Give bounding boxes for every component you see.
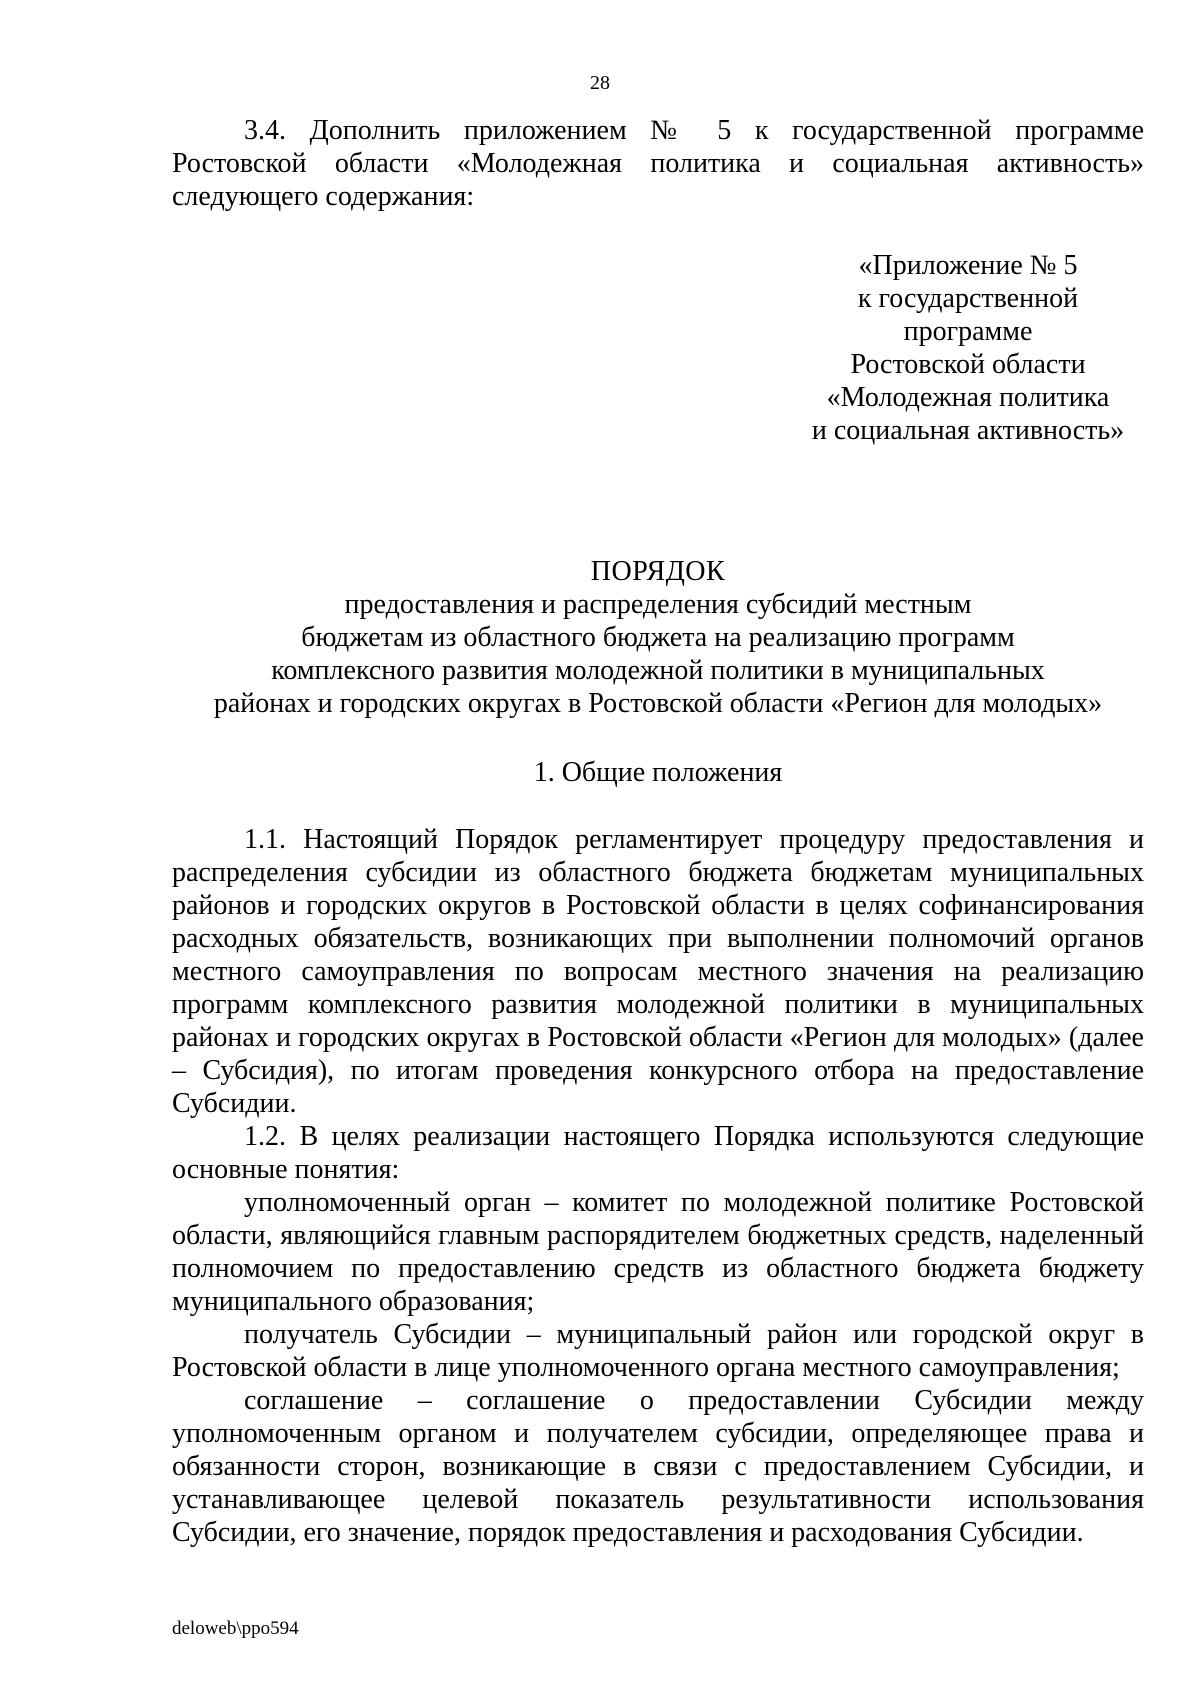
definition-paragraph: получатель Субсидии – муниципальный район или городской округ в Ростовской области в лице уполномоченного органа местного самоуправления; bbox=[172, 1319, 1144, 1383]
intro-paragraph: 3.4. Дополнить приложением № 5 к государственной программе Ростовской области «Молодежная политика и социальная активность» следующего содержания: bbox=[172, 115, 1144, 212]
appendix-header-line: программе bbox=[903, 316, 1033, 347]
document-subtitle-line: бюджетам из областного бюджета на реализацию программ bbox=[301, 622, 1015, 653]
appendix-header-line: «Приложение № 5 bbox=[858, 250, 1078, 281]
document-title-block bbox=[172, 555, 1144, 720]
document-subtitle-line: предоставления и распределения субсидий местным bbox=[344, 589, 972, 620]
section-paragraph: 1.2. В целях реализации настоящего Порядка используются следующие основные понятия: bbox=[172, 1121, 1144, 1185]
definition-paragraph: соглашение – соглашение о предоставлении Субсидии между уполномоченным органом и получателем субсидии, определяющее права и обязанности сторон, возникающие в связи с предоставлением Субсидии, и устанавливающее целевой показатель результативности использования Субсидии, его значение, порядок предоставления и расходования Субсидии. bbox=[172, 1385, 1144, 1548]
section-heading: 1. Общие положения bbox=[533, 757, 783, 788]
page-number: 28 bbox=[590, 72, 610, 94]
appendix-header bbox=[792, 249, 1144, 447]
document-subtitle-line: комплексного развития молодежной политики в муниципальных bbox=[271, 655, 1045, 686]
appendix-header-line: к государственной bbox=[857, 283, 1079, 314]
definition-paragraph: уполномоченный орган – комитет по молодежной политике Ростовской области, являющийся главным распорядителем бюджетных средств, наделенный полномочием по предоставлению средств из областного бюджета бюджету муниципального образования; bbox=[172, 1187, 1144, 1317]
appendix-header-line: «Молодежная политика bbox=[826, 382, 1110, 413]
document-footer-id: deloweb\ppo594 bbox=[172, 1618, 299, 1639]
document-subtitle-line: районах и городских округах в Ростовской области «Регион для молодых» bbox=[213, 688, 1103, 719]
document-body bbox=[172, 114, 1144, 1549]
section-paragraph: 1.1. Настоящий Порядок регламентирует процедуру предоставления и распределения субсидии из областного бюджета бюджетам муниципальных районов и городских округов в Ростовской области в целях софинансирования расходных обязательств, возникающих при выполнении полномочий органов местного самоуправления по вопросам местного значения на реализацию программ комплексного развития молодежной политики в муниципальных районах и городских округах в Ростовской области «Регион для молодых» (далее – Субсидия), по итогам проведения конкурсного отбора на предоставление Субсидии. bbox=[172, 824, 1144, 1119]
appendix-header-line: и социальная активность» bbox=[811, 415, 1125, 446]
appendix-header-line: Ростовской области bbox=[850, 349, 1086, 380]
document-title: ПОРЯДОК bbox=[590, 556, 726, 587]
